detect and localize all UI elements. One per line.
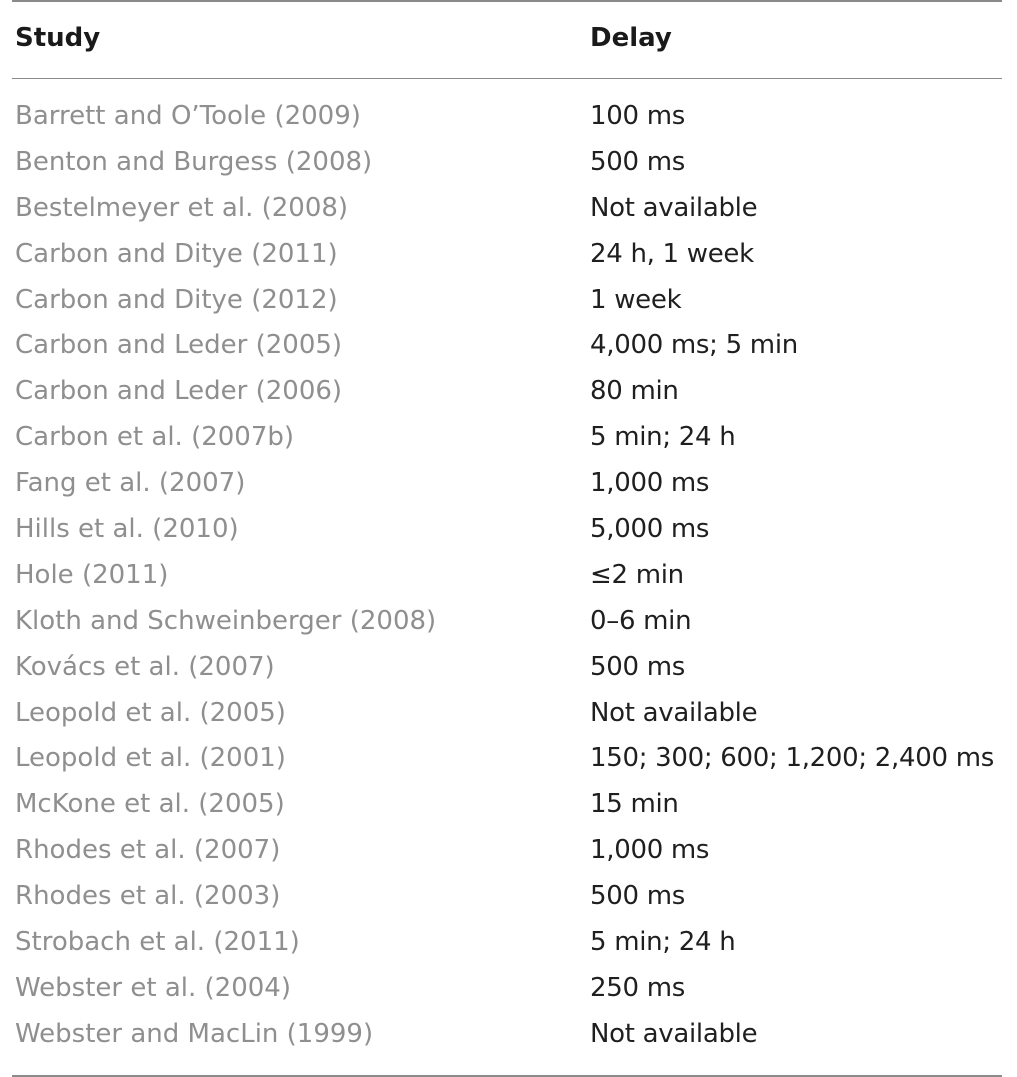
study-cell: Carbon et al. (2007b) (15, 422, 295, 453)
study-cell: Leopold et al. (2005) (15, 697, 286, 728)
delay-cell: 500 ms (590, 651, 685, 682)
delay-cell: 5 min; 24 h (590, 422, 736, 453)
study-cell: Strobach et al. (2011) (15, 927, 300, 958)
delay-cell: 4,000 ms; 5 min (590, 330, 798, 361)
table-row (0, 278, 1017, 324)
study-cell: Carbon and Ditye (2011) (15, 238, 338, 269)
study-cell: Kloth and Schweinberger (2008) (15, 605, 437, 636)
delay-cell: 24 h, 1 week (590, 238, 754, 269)
delay-cell: 80 min (590, 376, 679, 407)
table-row (0, 232, 1017, 278)
delay-cell: Not available (590, 697, 758, 728)
delay-cell: Not available (590, 1018, 758, 1049)
delay-cell: 150; 300; 600; 1,200; 2,400 ms (590, 743, 994, 774)
study-cell: Barrett and O’Toole (2009) (15, 101, 361, 131)
delay-cell: ≤2 min (590, 559, 684, 590)
study-cell: Leopold et al. (2001) (15, 743, 286, 774)
delay-cell: 1,000 ms (590, 468, 710, 499)
delay-cell: 5,000 ms (590, 514, 710, 545)
table-row (0, 874, 1017, 920)
study-cell: Bestelmeyer et al. (2008) (15, 192, 349, 223)
study-cell: McKone et al. (2005) (15, 789, 285, 820)
delay-cell: Not available (590, 192, 758, 223)
study-cell: Carbon and Leder (2005) (15, 330, 343, 361)
table-row (0, 507, 1017, 553)
table-row (0, 369, 1017, 415)
delay-cell: 0–6 min (590, 605, 692, 636)
table-row (0, 920, 1017, 966)
study-cell: Carbon and Ditye (2012) (15, 284, 338, 315)
table-body (0, 94, 1017, 1058)
table-row (0, 415, 1017, 461)
delay-cell: 500 ms (590, 146, 685, 177)
delay-cell: 1 week (590, 284, 682, 315)
delay-cell: 100 ms (590, 101, 685, 131)
column-header-study: Study (15, 23, 101, 53)
study-cell: Webster and MacLin (1999) (15, 1018, 374, 1049)
delay-cell: 1,000 ms (590, 835, 710, 866)
study-cell: Kovács et al. (2007) (15, 651, 275, 682)
study-cell: Fang et al. (2007) (15, 468, 246, 499)
delay-cell: 500 ms (590, 881, 685, 912)
study-cell: Rhodes et al. (2003) (15, 881, 281, 912)
table-row (0, 94, 1017, 140)
table-row (0, 782, 1017, 828)
study-cell: Benton and Burgess (2008) (15, 146, 373, 177)
table-row (0, 828, 1017, 874)
study-cell: Carbon and Leder (2006) (15, 376, 343, 407)
delay-cell: 15 min (590, 789, 679, 820)
table-header-row (0, 0, 1017, 78)
table-row (0, 323, 1017, 369)
table-row (0, 140, 1017, 186)
study-cell: Rhodes et al. (2007) (15, 835, 281, 866)
table-header-rule (12, 78, 1002, 79)
table-row (0, 736, 1017, 782)
delay-cell: 5 min; 24 h (590, 927, 736, 958)
table-row (0, 186, 1017, 232)
column-header-delay: Delay (590, 23, 672, 53)
delay-cell: 250 ms (590, 972, 685, 1003)
table-row (0, 645, 1017, 691)
table-row (0, 1012, 1017, 1058)
table-row (0, 599, 1017, 645)
study-cell: Webster et al. (2004) (15, 972, 291, 1003)
table-row (0, 966, 1017, 1012)
study-cell: Hills et al. (2010) (15, 514, 239, 545)
table-row (0, 691, 1017, 737)
study-cell: Hole (2011) (15, 559, 169, 590)
table-row (0, 553, 1017, 599)
table-row (0, 461, 1017, 507)
